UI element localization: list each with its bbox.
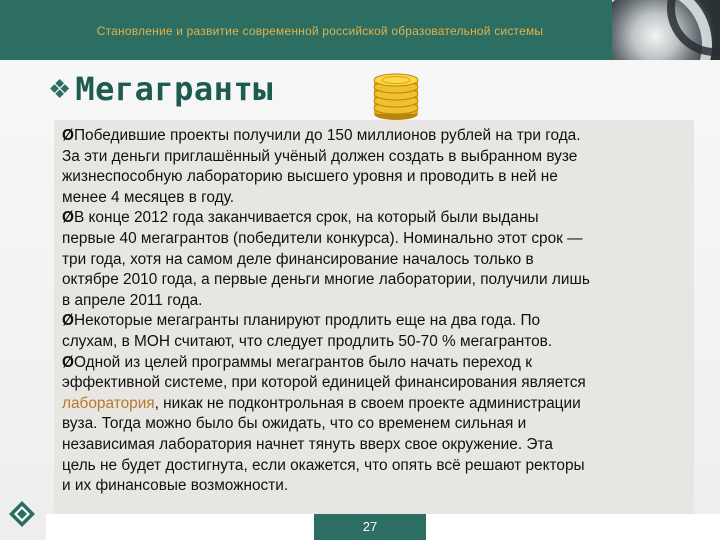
bullet-paragraph-1 bbox=[62, 126, 690, 208]
arrow-bullet-icon: Ø bbox=[62, 353, 74, 371]
text-line: Победившие проекты получили до 150 миллионов рублей на три года. bbox=[73, 127, 581, 144]
header-title: Становление и развитие современной российской образовательной системы bbox=[96, 24, 544, 38]
text-line: В конце 2012 года заканчивается срок, на который были выданы bbox=[73, 209, 539, 227]
text-line: в апреле 2011 года. bbox=[62, 291, 203, 309]
slide-body bbox=[62, 126, 690, 497]
text-line: Некоторые мегагранты планируют продлить еще на два года. По bbox=[73, 312, 541, 330]
text-line: и их финансовые возможности. bbox=[62, 477, 289, 495]
slide-title: Мегагранты bbox=[75, 70, 273, 108]
text-line: жизнеспособную лабораторию высшего уровня и проводить в ней не bbox=[62, 168, 558, 186]
text-line: три года, хотя на самом деле финансирование началось только в bbox=[62, 250, 534, 268]
text-line: , никак не подконтрольная в своем проекте администрации bbox=[154, 394, 581, 412]
arrow-bullet-icon: Ø bbox=[62, 312, 74, 330]
text-line: вуза. Тогда можно было бы ожидать, что со временем сильная и bbox=[62, 415, 527, 433]
bullet-paragraph-2 bbox=[62, 208, 690, 311]
metal-corner-image bbox=[612, 0, 720, 60]
diamond-bullet-icon: ❖ bbox=[48, 74, 72, 104]
slide-title-block bbox=[48, 66, 273, 112]
text-line: первые 40 мегагрантов (победители конкурса). Номинально этот срок — bbox=[62, 229, 583, 247]
text-line: Одной из целей программы мегагрантов было начать переход к bbox=[73, 353, 532, 371]
text-line: За эти деньги приглашённый учёный должен создать в выбранном вузе bbox=[62, 147, 578, 165]
bullet-paragraph-4 bbox=[62, 353, 690, 497]
laboratory-link[interactable]: лаборатория bbox=[62, 394, 155, 412]
text-line: октябре 2010 года, а первые деньги многие лаборатории, получили лишь bbox=[62, 271, 590, 289]
arrow-bullet-icon: Ø bbox=[62, 209, 74, 227]
text-line: менее 4 месяцев в году. bbox=[62, 188, 235, 206]
bullet-paragraph-3 bbox=[62, 311, 690, 352]
page-number: 27 bbox=[314, 514, 426, 540]
diamond-logo-icon bbox=[8, 500, 36, 528]
text-line: цель не будет достигнута, если окажется, что опять всё решают ректоры bbox=[62, 456, 585, 474]
gold-coins-icon bbox=[368, 66, 424, 122]
text-line: слухам, в МОН считают, что следует продлить 50-70 % мегагрантов. bbox=[62, 332, 553, 350]
arrow-bullet-icon: Ø bbox=[62, 127, 74, 144]
text-line: независимая лаборатория начнет тянуть вверх свое окружение. Эта bbox=[62, 435, 553, 453]
text-line: эффективной системе, при которой единицей финансирования является bbox=[62, 374, 586, 392]
